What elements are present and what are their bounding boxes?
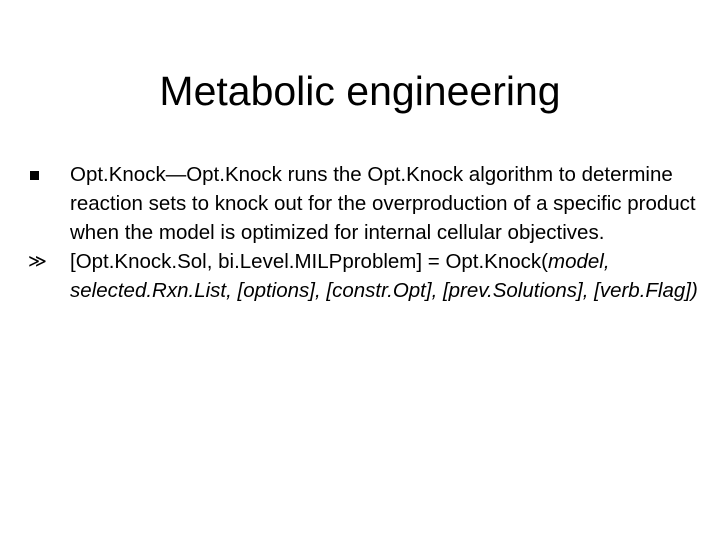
bullet-text: Opt.Knock—Opt.Knock runs the Opt.Knock algorithm to determine reaction sets to knock out for the overproduction of a specific product when the model is optimized for internal cellular objectives. (70, 163, 696, 244)
double-chevron-bullet-icon: ≫ (28, 251, 47, 272)
slide-title: Metabolic engineering (159, 68, 561, 114)
slide-body (30, 160, 698, 305)
code-suffix: ) (690, 279, 698, 302)
bullet-item-optknock-signature (30, 247, 698, 305)
code-prefix: [Opt.Knock.Sol, bi.Level.MILPproblem] = Opt.Knock( (70, 250, 548, 273)
code-arguments: model, selected.Rxn.List, [options], [constr.Opt], [prev.Solutions], [verb.Flag] (70, 250, 691, 302)
square-bullet-icon (30, 171, 39, 180)
bullet-item-optknock-description (30, 160, 698, 247)
